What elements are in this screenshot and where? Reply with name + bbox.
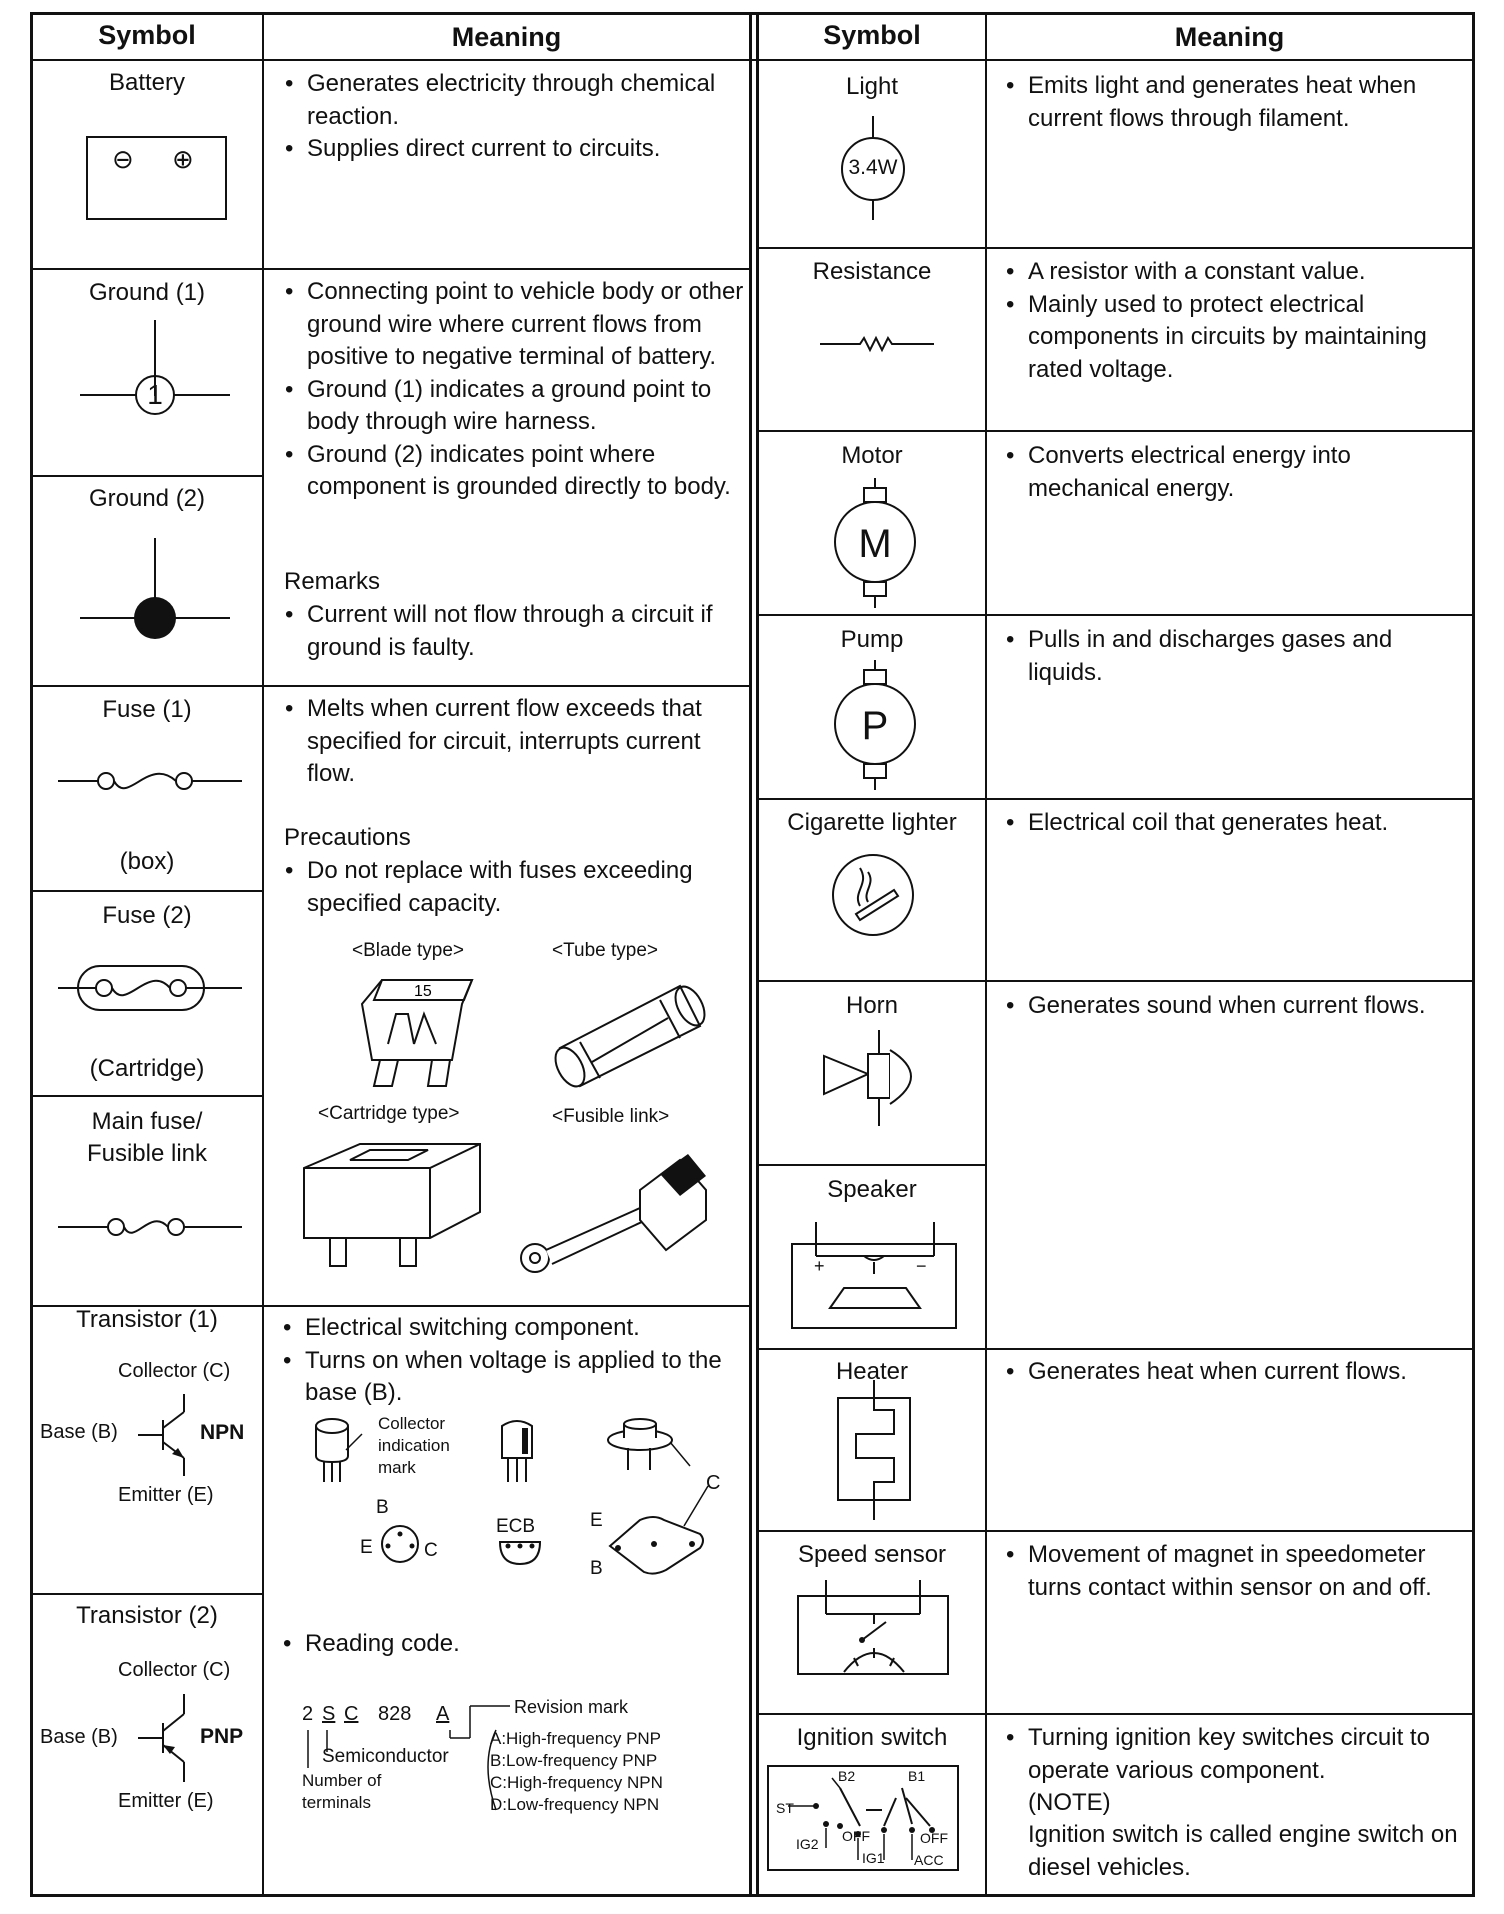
transistor-meaning bbox=[282, 1312, 746, 1410]
light-meaning bbox=[1005, 70, 1470, 135]
speed-sensor-meaning bbox=[1005, 1539, 1470, 1604]
transistor2-emitter: Emitter (E) bbox=[118, 1790, 214, 1812]
ignition-note: Ignition switch is called engine switch on diesel vehicles. bbox=[1028, 1821, 1458, 1881]
list-item: • Ground (1) indicates a ground point to body through wire harness. bbox=[307, 374, 746, 439]
header-symbol-right: Symbol bbox=[823, 20, 921, 50]
resistance-meaning bbox=[1005, 256, 1470, 386]
code-c: C bbox=[344, 1703, 359, 1725]
ignition-meaning bbox=[1005, 1722, 1470, 1787]
transistor1-collector: Collector (C) bbox=[118, 1360, 231, 1382]
blade-fuse-image bbox=[352, 974, 482, 1094]
list-item: • Mainly used to protect electrical components in circuits by maintaining rated voltage. bbox=[1028, 289, 1470, 387]
fuse1-title: Fuse (1) bbox=[102, 696, 192, 723]
code-option-c: C:High-frequency NPN bbox=[490, 1773, 663, 1792]
code-number: 828 bbox=[378, 1703, 412, 1725]
ignition-acc: ACC bbox=[914, 1852, 944, 1868]
list-item: • Turning ignition key switches circuit to operate various component. bbox=[1028, 1722, 1470, 1787]
list-item: • Electrical coil that generates heat. bbox=[1028, 807, 1470, 840]
pin-e-label: E bbox=[360, 1537, 373, 1558]
reading-code-leaders bbox=[300, 1704, 520, 1814]
transistor2-type: PNP bbox=[200, 1725, 244, 1748]
list-item: • Generates electricity through chemical reaction. bbox=[307, 68, 746, 133]
code-option-d: D:Low-frequency NPN bbox=[490, 1795, 660, 1814]
list-item: • Melts when current flow exceeds that specified for circuit, interrupts current flow. bbox=[307, 693, 746, 791]
ground1-number: 1 bbox=[147, 379, 163, 410]
transistor2-collector: Collector (C) bbox=[118, 1659, 231, 1681]
ignition-note-label: (NOTE) bbox=[1028, 1789, 1111, 1816]
transistor-package-flat bbox=[498, 1418, 538, 1488]
ground2-symbol bbox=[80, 538, 230, 638]
heater-meaning bbox=[1005, 1356, 1470, 1389]
list-item: • Pulls in and discharges gases and liquids. bbox=[1028, 624, 1470, 689]
pump-title: Pump bbox=[840, 626, 904, 653]
light-rating: 3.4W bbox=[848, 156, 898, 179]
pin-b-label: B bbox=[376, 1497, 389, 1518]
power-pin-b-label: B bbox=[590, 1558, 603, 1579]
transistor2-title: Transistor (2) bbox=[76, 1602, 218, 1629]
remarks-text bbox=[284, 599, 746, 664]
npn-transistor-symbol bbox=[138, 1392, 198, 1482]
cartridge-type-label: <Cartridge type> bbox=[318, 1103, 460, 1124]
list-item: • Reading code. bbox=[305, 1628, 722, 1661]
list-item: • Do not replace with fuses exceeding specified capacity. bbox=[307, 855, 746, 920]
mainfuse-title-1: Main fuse/ bbox=[91, 1108, 203, 1135]
blade-fuse-number: 15 bbox=[414, 983, 432, 1000]
remarks-label: Remarks bbox=[284, 568, 381, 595]
terminals-label-1: Number of bbox=[302, 1771, 382, 1790]
motor-letter: M bbox=[858, 522, 892, 566]
horn-meaning bbox=[1005, 990, 1470, 1023]
horn-title: Horn bbox=[845, 992, 899, 1019]
code-option-b: B:Low-frequency PNP bbox=[490, 1751, 658, 1770]
list-item: • Ground (2) indicates point where component is grounded directly to body. bbox=[307, 439, 746, 504]
plus-icon: ⊕ bbox=[172, 144, 194, 174]
pin-c-label: C bbox=[424, 1540, 438, 1561]
transistor1-title: Transistor (1) bbox=[76, 1306, 218, 1333]
list-item: • Turns on when voltage is applied to the base (B). bbox=[305, 1345, 746, 1410]
battery-meaning bbox=[284, 68, 746, 166]
ground1-title: Ground (1) bbox=[88, 279, 206, 306]
mainfuse-symbol bbox=[58, 1212, 242, 1242]
terminals-label-2: terminals bbox=[302, 1793, 371, 1812]
ignition-b1: B1 bbox=[908, 1768, 926, 1784]
ignition-ig2: IG2 bbox=[796, 1836, 819, 1852]
collector-mark-label-3: mark bbox=[378, 1458, 416, 1477]
code-a: A bbox=[436, 1703, 450, 1725]
fusible-link-label: <Fusible link> bbox=[552, 1106, 670, 1127]
semiconductor-label: Semiconductor bbox=[322, 1746, 449, 1767]
battery-symbol bbox=[86, 136, 227, 220]
fuse2-title: Fuse (2) bbox=[102, 902, 192, 929]
lighter-meaning bbox=[1005, 807, 1470, 840]
pump-letter: P bbox=[861, 704, 889, 748]
minus-icon: ⊖ bbox=[112, 144, 134, 174]
fuse1-symbol bbox=[58, 766, 242, 796]
resistor-symbol bbox=[820, 334, 934, 354]
transistor2-base: Base (B) bbox=[40, 1726, 118, 1748]
horn-symbol bbox=[824, 1030, 934, 1126]
transistor1-base: Base (B) bbox=[40, 1421, 118, 1443]
transistor-pinout-half bbox=[496, 1538, 546, 1568]
ignition-off-1: OFF bbox=[842, 1828, 870, 1844]
speed-sensor-title: Speed sensor bbox=[797, 1541, 947, 1568]
code-s: S bbox=[322, 1703, 336, 1725]
list-item: • Converts electrical energy into mechanical energy. bbox=[1028, 440, 1470, 505]
tube-type-label: <Tube type> bbox=[552, 940, 658, 961]
ignition-ig1: IG1 bbox=[862, 1850, 885, 1866]
list-item: • Generates sound when current flows. bbox=[1028, 990, 1470, 1023]
code-2: 2 bbox=[302, 1703, 314, 1725]
heater-title: Heater bbox=[835, 1358, 909, 1385]
tube-fuse-image bbox=[540, 978, 720, 1088]
power-pin-c-label: C bbox=[706, 1472, 721, 1494]
transistor-pinout-round bbox=[376, 1520, 426, 1570]
speaker-minus: − bbox=[916, 1256, 927, 1276]
ignition-b2: B2 bbox=[838, 1768, 856, 1784]
fuse-meaning bbox=[284, 693, 746, 791]
transistor1-type: NPN bbox=[200, 1421, 245, 1444]
cartridge-fuse-image bbox=[300, 1138, 490, 1273]
header-meaning-right: Meaning bbox=[1174, 22, 1285, 52]
collector-mark-label-1: Collector bbox=[378, 1414, 446, 1433]
transistor-package-can bbox=[312, 1414, 362, 1484]
ignition-off-2: OFF bbox=[920, 1830, 948, 1846]
list-item: • Connecting point to vehicle body or other ground wire where current flows from positive to negative terminal of battery. bbox=[307, 276, 746, 374]
ecb-label: ECB bbox=[496, 1516, 536, 1537]
mainfuse-title-2: Fusible link bbox=[86, 1140, 208, 1167]
list-item: • Current will not flow through a circuit if ground is faulty. bbox=[307, 599, 746, 664]
pnp-transistor-symbol bbox=[138, 1692, 198, 1787]
heater-symbol bbox=[836, 1380, 912, 1520]
speed-sensor-symbol bbox=[796, 1580, 952, 1680]
list-item: • Movement of magnet in speedometer turns contact within sensor on and off. bbox=[1028, 1539, 1470, 1604]
pump-meaning bbox=[1005, 624, 1470, 689]
precautions-label: Precautions bbox=[284, 824, 411, 851]
light-title: Light bbox=[845, 73, 899, 100]
transistor-pinout-power bbox=[604, 1500, 714, 1580]
list-item: • Electrical switching component. bbox=[305, 1312, 746, 1345]
ignition-title: Ignition switch bbox=[796, 1724, 948, 1751]
revision-mark-label: Revision mark bbox=[514, 1697, 629, 1717]
motor-meaning bbox=[1005, 440, 1470, 505]
blade-type-label: <Blade type> bbox=[352, 940, 464, 961]
battery-title: Battery bbox=[108, 69, 186, 96]
fusible-link-image bbox=[510, 1150, 710, 1280]
power-pin-e-label: E bbox=[590, 1510, 603, 1531]
ignition-st: ST bbox=[776, 1800, 794, 1816]
precautions-text bbox=[284, 855, 746, 920]
transistor-package-power bbox=[604, 1410, 684, 1480]
fuse2-sub: (Cartridge) bbox=[89, 1055, 205, 1082]
code-option-a: A:High-frequency PNP bbox=[490, 1729, 662, 1748]
motor-title: Motor bbox=[841, 442, 903, 469]
ground-meaning bbox=[284, 276, 746, 504]
resistance-title: Resistance bbox=[812, 258, 932, 285]
reading-code-label bbox=[282, 1628, 722, 1661]
list-item: • Emits light and generates heat when current flows through filament. bbox=[1028, 70, 1470, 135]
speaker-plus: + bbox=[814, 1256, 825, 1276]
list-item: • Generates heat when current flows. bbox=[1028, 1356, 1470, 1389]
lighter-title: Cigarette lighter bbox=[787, 809, 957, 836]
list-item: • A resistor with a constant value. bbox=[1028, 256, 1470, 289]
fuse1-sub: (box) bbox=[119, 848, 175, 875]
header-meaning-left: Meaning bbox=[451, 22, 562, 52]
speaker-title: Speaker bbox=[827, 1176, 917, 1203]
ground2-title: Ground (2) bbox=[88, 485, 206, 512]
cigarette-lighter-symbol bbox=[830, 852, 916, 938]
header-symbol-left: Symbol bbox=[98, 20, 196, 50]
collector-mark-label-2: indication bbox=[378, 1436, 450, 1455]
list-item: • Supplies direct current to circuits. bbox=[307, 133, 746, 166]
fuse2-symbol bbox=[58, 958, 242, 1018]
transistor1-emitter: Emitter (E) bbox=[118, 1484, 214, 1506]
